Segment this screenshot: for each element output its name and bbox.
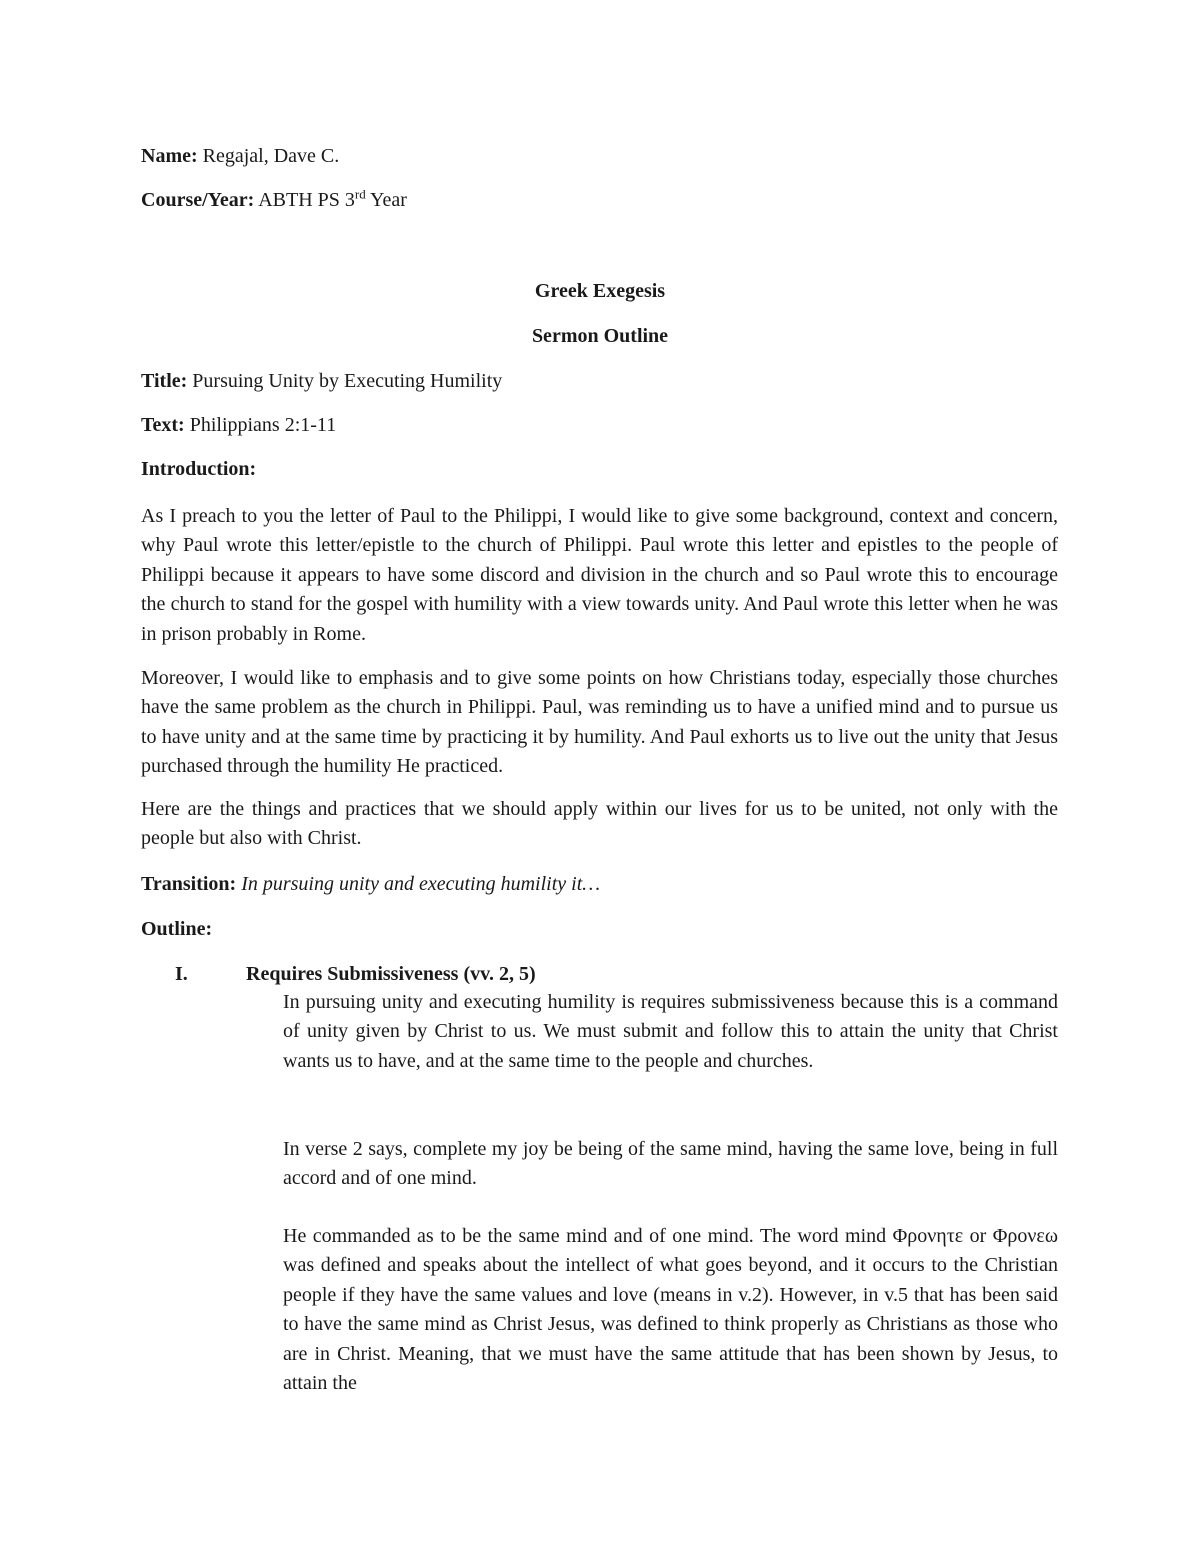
sermon-title-line: [141, 369, 502, 393]
introduction-paragraph-2: Moreover, I would like to emphasis and to give some points on how Christians today, especially those churches have the same problem as the church in Philippi. Paul, was reminding us to have a unified mind and to pursue us to have unity and at the same time by practicing it by humility. And Paul exhorts us to live out the unity that Jesus purchased through the humility He practiced.: [141, 667, 1058, 778]
name-label: Name:: [141, 145, 198, 167]
introduction-paragraph-3: Here are the things and practices that we should apply within our lives for us to be united, not only with the people but also with Christ.: [141, 798, 1058, 850]
outline-point-paragraph-2: In verse 2 says, complete my joy be being of the same mind, having the same love, being in full accord and of one mind.: [283, 1138, 1058, 1190]
name-line: [141, 144, 339, 168]
transition-text: In pursuing unity and executing humility it…: [241, 873, 601, 895]
transition-line: [141, 872, 600, 896]
name-value: Regajal, Dave C.: [202, 145, 340, 167]
transition-label: Transition:: [141, 873, 237, 895]
title-value: Pursuing Unity by Executing Humility: [192, 370, 503, 392]
outline-point-paragraph-1: In pursuing unity and executing humility is requires submissiveness because this is a command of unity given by Christ to us. We must submit and follow this to attain the unity that Christ wants us to have, and at the same time to the people and churches.: [283, 991, 1058, 1072]
course-year-line: [141, 188, 407, 212]
outline-point-numeral: I.: [175, 963, 188, 985]
document-type-title: Sermon Outline: [531, 325, 669, 347]
title-label: Title:: [141, 370, 188, 392]
ordinal-suffix: rd: [354, 186, 366, 202]
subject-title: Greek Exegesis: [534, 280, 666, 302]
scripture-text-line: [141, 413, 336, 437]
outline-point-paragraph-3: He commanded as to be the same mind and of one mind. The word mind Φρονητε or Φρονεω was defined and speaks about the intellect of what goes beyond, and it occurs to the Christian people if they have the same values and love (means in v.2). However, in v.5 that has been said to have the same mind as Christ Jesus, was defined to think properly as Christians as those who are in Christ. Meaning, that we must have the same attitude that has been shown by Jesus, to attain the: [283, 1225, 1058, 1395]
course-value: ABTH PS 3rd Year: [258, 186, 407, 211]
introduction-paragraph-1: As I preach to you the letter of Paul to the Philippi, I would like to give some background, context and concern, why Paul wrote this letter/epistle to the church of Philippi. Paul wrote this letter and epistles to the people of Philippi because it appears to have some discord and division in the church and so Paul wrote this to encourage the church to stand for the gospel with humility with a view towards unity. And Paul wrote this letter when he was in prison probably in Rome.: [141, 505, 1058, 645]
course-label: Course/Year:: [141, 189, 255, 211]
outline-point-title: Requires Submissiveness (vv. 2, 5): [246, 963, 536, 985]
outline-heading: Outline:: [141, 918, 213, 940]
text-label: Text:: [141, 414, 185, 436]
introduction-heading: Introduction:: [141, 458, 257, 480]
text-value: Philippians 2:1-11: [189, 414, 337, 436]
